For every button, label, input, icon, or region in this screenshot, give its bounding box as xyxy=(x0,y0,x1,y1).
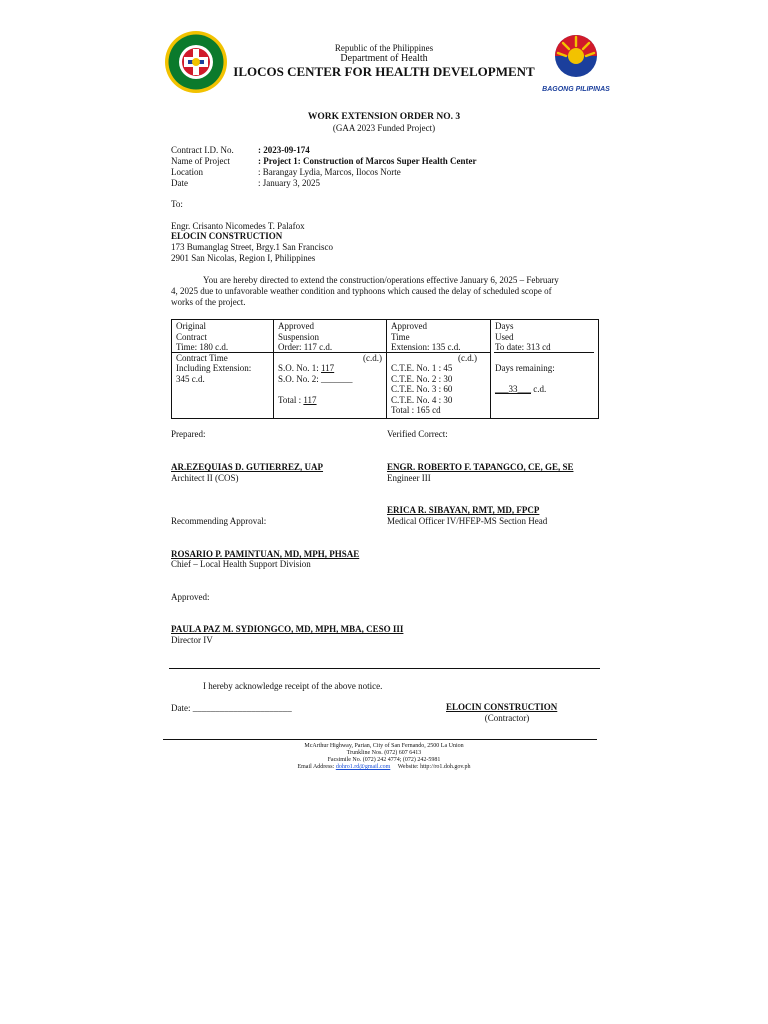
suspension-order-cell: Approved Suspension Order: 117 c.d. (c.d.) S.O. No. 1: 117 S.O. No. 2: _______ Total : 117 xyxy=(278,321,382,405)
doh-seal-logo xyxy=(164,30,228,94)
table-divider xyxy=(490,320,491,418)
prepared-by-name: AR.EZEQUIAS D. GUTIERREZ, UAP xyxy=(171,462,324,472)
contract-id-value: : 2023-09-174 xyxy=(258,145,310,155)
body-line-3: works of the project. xyxy=(171,297,246,307)
time-extension-cell: Approved Time Extension: 135 c.d. (c.d.) C.T.E. No. 1 : 45 C.T.E. No. 2 : 30 C.T.E. No. 3 : 60 C.T.E. No. 4 : 30 Total : 165 cd xyxy=(391,321,477,415)
project-value: : Project 1: Construction of Marcos Super Health Center xyxy=(258,156,477,166)
table-divider xyxy=(386,320,387,418)
acknowledgement-text: I hereby acknowledge receipt of the above notice. xyxy=(203,681,383,691)
addressee-address-1: 173 Bumanglag Street, Brgy.1 San Francisco xyxy=(171,242,333,252)
table-divider xyxy=(273,320,274,418)
office-name: ILOCOS CENTER FOR HEALTH DEVELOPMENT xyxy=(233,64,535,79)
project-label: Name of Project xyxy=(171,156,230,166)
contractor-name: ELOCIN CONSTRUCTION xyxy=(446,702,558,712)
section-divider xyxy=(169,668,600,669)
location-label: Location xyxy=(171,167,203,177)
addressee-name: Engr. Crisanto Nicomedes T. Palafox xyxy=(171,221,305,231)
recommending-name: ROSARIO P. PAMINTUAN, MD, MPH, PHSAE xyxy=(171,549,360,559)
verified-by-name-2: ERICA R. SIBAYAN, RMT, MD, FPCP xyxy=(387,505,540,515)
so-total-row: Total : 117 xyxy=(278,394,317,405)
approved-title: Director IV xyxy=(171,635,213,645)
footer-facsimile: Facsimile No. (072) 242 4774; (072) 242-5981 xyxy=(327,757,441,763)
footer-address: McArthur Highway, Parian, City of San Fernando, 2500 La Union xyxy=(304,743,464,749)
so-1-row: S.O. No. 1: 117 xyxy=(278,363,335,373)
approved-name: PAULA PAZ M. SYDIONGCO, MD, MPH, MBA, CESO III xyxy=(171,624,404,634)
so-2-row: S.O. No. 2: _______ xyxy=(278,373,353,384)
approved-label: Approved: xyxy=(171,592,210,602)
to-label: To: xyxy=(171,199,183,209)
department-name: Department of Health xyxy=(340,53,428,64)
footer-trunkline: Trunkline Nos. (072) 607 6413 xyxy=(346,750,422,756)
location-value: : Barangay Lydia, Marcos, Ilocos Norte xyxy=(258,167,401,177)
order-title: WORK EXTENSION ORDER NO. 3 xyxy=(307,112,461,122)
contract-id-label: Contract I.D. No. xyxy=(171,145,234,155)
addressee-company: ELOCIN CONSTRUCTION xyxy=(171,231,283,241)
prepared-label: Prepared: xyxy=(171,429,206,439)
date-value: : January 3, 2025 xyxy=(258,178,320,188)
bagong-pilipinas-logo xyxy=(540,30,612,94)
verified-by-name-1: ENGR. ROBERTO F. TAPANGCO, CE, GE, SE xyxy=(387,462,574,472)
date-label: Date xyxy=(171,178,188,188)
prepared-by-title: Architect II (COS) xyxy=(171,473,239,483)
body-line-1: You are hereby directed to extend the construction/operations effective January 6, 2025 – February xyxy=(203,275,559,285)
acknowledgement-date: Date: ______________________ xyxy=(171,703,292,713)
days-used-cell: Days Used To date: 313 cd Days remaining: ___33___ c.d. xyxy=(495,321,555,394)
original-contract-cell: Original Contract Time: 180 c.d. Contract Time Including Extension: 345 c.d. xyxy=(176,321,252,384)
days-remaining-row: ___33___ c.d. xyxy=(495,384,547,394)
contractor-role: (Contractor) xyxy=(484,713,530,723)
country-name: Republic of the Philippines xyxy=(334,43,434,53)
addressee-address-2: 2901 San Nicolas, Region I, Philippines xyxy=(171,253,316,263)
email-link[interactable]: dohro1.rd@gmail.com xyxy=(335,764,391,770)
order-subtitle: (GAA 2023 Funded Project) xyxy=(332,123,436,133)
body-line-2: 4, 2025 due to unfavorable weather condition and typhoons which caused the delay of scheduled scope of xyxy=(171,286,552,296)
footer-divider xyxy=(163,739,597,740)
verified-by-title-1: Engineer III xyxy=(387,473,431,483)
recommending-title: Chief – Local Health Support Division xyxy=(171,559,311,569)
verified-by-title-2: Medical Officer IV/HFEP-MS Section Head xyxy=(387,516,548,526)
logo-caption: BAGONG PILIPINAS xyxy=(542,86,610,93)
verified-label: Verified Correct: xyxy=(387,429,448,439)
extension-table xyxy=(171,319,599,419)
recommending-label: Recommending Approval: xyxy=(171,516,267,526)
footer-contact: Email Address: dohro1.rd@gmail.com Website: http://ro1.doh.gov.ph xyxy=(297,764,471,770)
